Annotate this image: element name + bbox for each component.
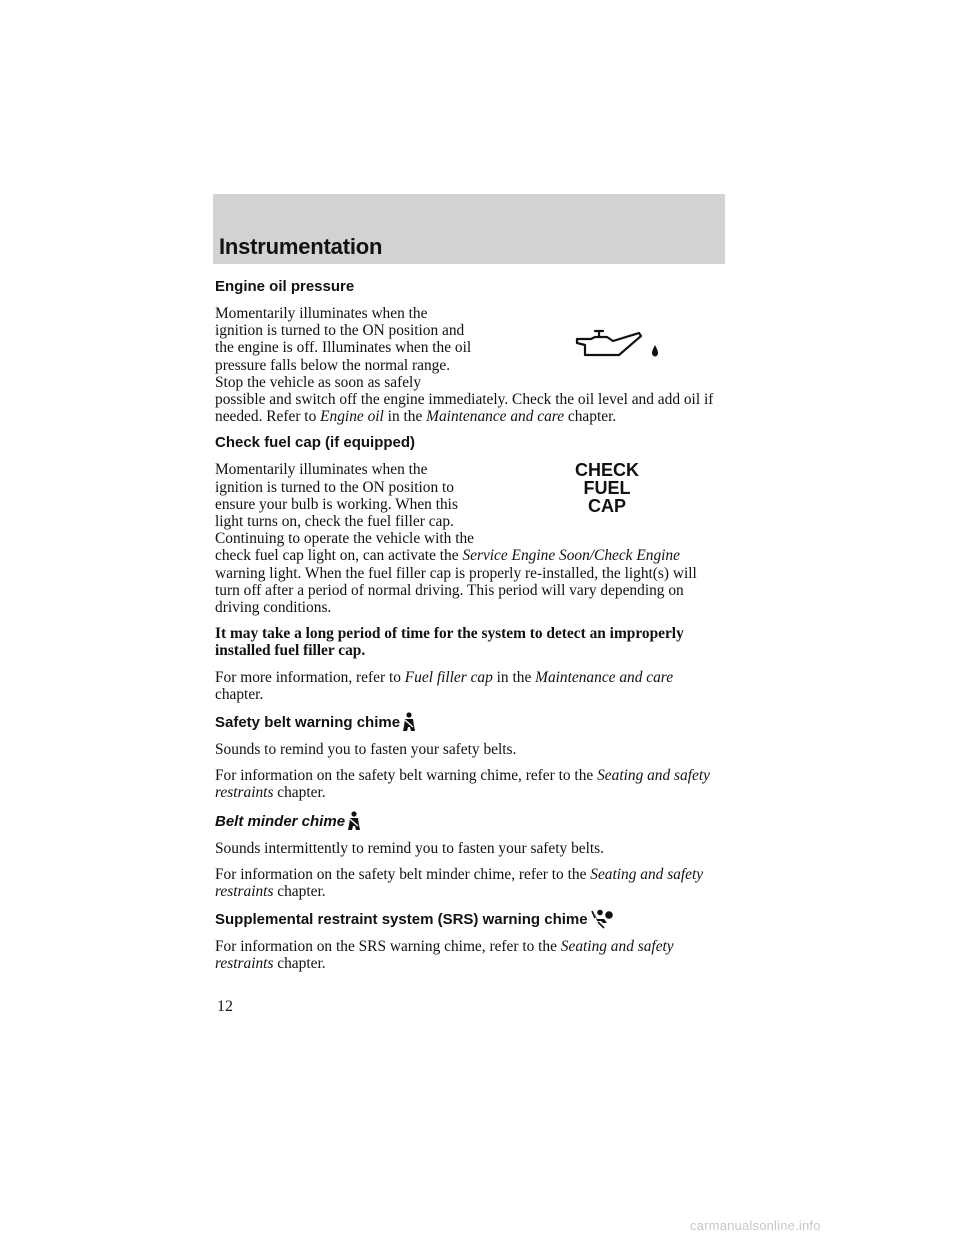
- seatbelt-person-icon: [347, 811, 361, 831]
- airbag-person-icon: [590, 909, 616, 929]
- seating-restraints-reference: Seating and safety restraints: [215, 767, 710, 802]
- srs-chime-reference: For information on the SRS warning chime, refer to the Seating and safety restraints chapter.: [215, 938, 674, 973]
- engine-oil-reference: Engine oil: [320, 408, 384, 426]
- watermark: carmanualsonline.info: [690, 1218, 821, 1233]
- maintenance-care-reference: Maintenance and care: [426, 408, 565, 426]
- fuel-cap-more-info: For more information, refer to Fuel filler cap in the Maintenance and care chapter.: [215, 668, 674, 703]
- oil-can-icon: [567, 327, 671, 367]
- fuel-cap-description: Momentarily illuminates when the ignition is turned to the ON position to ensure your bulb is working. When this light turns on, check the fuel filler cap. Continuing to operate the vehicle with the check fuel cap light on, can activate the Service Engine Soon/Check Engine warning light. When the fuel filler cap is properly re-installed, the light(s) will turn off after a period of normal driving. This period will vary depending on driving conditions.: [215, 461, 697, 617]
- fuel-cap-bold-note: It may take a long period of time for the system to detect an improperly installed fuel filler cap.: [215, 625, 684, 660]
- page-title: Instrumentation: [219, 234, 383, 259]
- maintenance-care-reference-2: Maintenance and care: [535, 668, 674, 686]
- seating-restraints-reference-3: Seating and safety restraints: [215, 938, 674, 973]
- page-number: 12: [217, 998, 233, 1015]
- check-fuel-cap-label: CHECK FUEL CAP: [574, 460, 639, 517]
- oil-pressure-warning-symbol: [475, 311, 725, 379]
- heading-safety-belt-warning-chime: Safety belt warning chime: [215, 712, 725, 732]
- heading-srs-warning-chime: Supplemental restraint system (SRS) warning chime: [215, 909, 725, 929]
- safety-belt-chime-description: Sounds to remind you to fasten your safety belts.: [215, 741, 517, 759]
- fuel-filler-cap-reference: Fuel filler cap: [404, 668, 493, 686]
- service-engine-soon-reference: Service Engine Soon/Check Engine: [462, 547, 680, 565]
- belt-minder-reference: For information on the safety belt minder chime, refer to the Seating and safety restraints chapter.: [215, 865, 704, 901]
- seatbelt-person-icon: [402, 712, 416, 732]
- safety-belt-chime-reference: For information on the safety belt warning chime, refer to the Seating and safety restraints chapter.: [215, 767, 710, 802]
- check-fuel-cap-warning-symbol: [475, 461, 725, 535]
- oil-pressure-description: Momentarily illuminates when the ignition is turned to the ON position and the engine is off. Illuminates when the oil pressure falls below the normal range. Stop the vehicle as soon as safely possible and switch off the engine immediately. Check the oil level and add oil if needed. Refer to Engine oil in the Maintenance and care chapter.: [215, 305, 714, 426]
- seating-restraints-reference-2: Seating and safety restraints: [215, 865, 704, 901]
- belt-minder-description: Sounds intermittently to remind you to fasten your safety belts.: [215, 839, 604, 857]
- page-content: [215, 278, 725, 982]
- heading-belt-minder-chime: Belt minder chime: [215, 811, 725, 831]
- heading-engine-oil-pressure: Engine oil pressure: [215, 278, 355, 295]
- heading-check-fuel-cap: Check fuel cap (if equipped): [215, 434, 416, 452]
